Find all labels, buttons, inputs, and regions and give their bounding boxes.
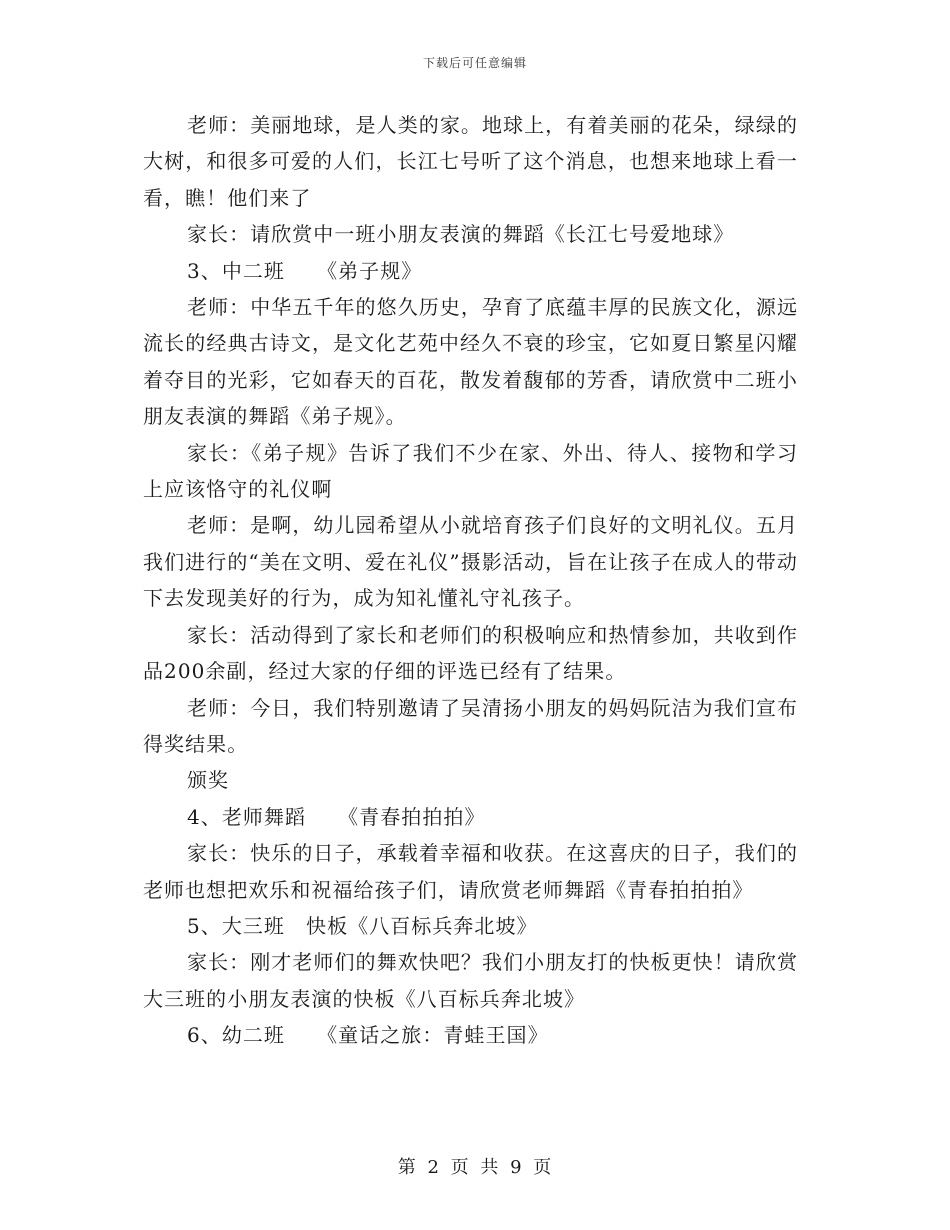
program-item-heading: 6、幼二班 《童话之旅：青蛙王国》 [187,1023,549,1048]
paragraph: 老师：今日，我们特别邀请了吴清扬小朋友的妈妈阮洁为我们宣布得奖结果。 [143,695,798,756]
page-number: 第 2 页 共 9 页 [397,1157,553,1178]
paragraph: 家长：活动得到了家长和老师们的积极响应和热情参加，共收到作品200余副，经过大家的仔细的评选已经有了结果。 [143,622,798,684]
paragraph: 家长：请欣赏中一班小朋友表演的舞蹈《长江七号爱地球》 [187,222,735,247]
paragraph: 老师：美丽地球，是人类的家。地球上，有着美丽的花朵，绿绿的大树，和很多可爱的人们，长江七号听了这个消息，也想来地球上看一看，瞧！他们来了 [143,113,798,210]
paragraph: 老师：是啊，幼儿园希望从小就培育孩子们良好的文明礼仪。五月我们进行的“美在文明、爱在礼仪”摄影活动，旨在让孩子在成人的带动下去发现美好的行为，成为知礼懂礼守礼孩子。 [143,513,798,611]
paragraph: 家长：快乐的日子，承载着幸福和收获。在这喜庆的日子，我们的老师也想把欢乐和祝福给孩子们，请欣赏老师舞蹈《青春拍拍拍》 [143,841,798,902]
program-item-heading: 5、大三班 快板《八百标兵奔北坡》 [187,913,538,938]
document-body [143,107,798,1054]
paragraph: 家长：《弟子规》告诉了我们不少在家、外出、待人、接物和学习上应该恪守的礼仪啊 [143,440,798,502]
paragraph: 老师：中华五千年的悠久历史，孕育了底蕴丰厚的民族文化，源远流长的经典古诗文，是文化艺苑中经久不衰的珍宝，它如夏日繁星闪耀着夺目的光彩，它如春天的百花，散发着馥郁的芳香，请欣赏中二班小朋友表演的舞蹈《弟子规》。 [143,295,798,429]
page-header-note: 下载后可任意编辑 [422,56,527,70]
paragraph: 家长：刚才老师们的舞欢快吧？我们小朋友打的快板更快！请欣赏大三班的小朋友表演的快板《八百标兵奔北坡》 [143,950,798,1011]
program-item-heading: 3、中二班 《弟子规》 [187,258,423,283]
program-item-heading: 颁奖 [187,768,230,793]
program-item-heading: 4、老师舞蹈 《青春拍拍拍》 [187,804,486,829]
